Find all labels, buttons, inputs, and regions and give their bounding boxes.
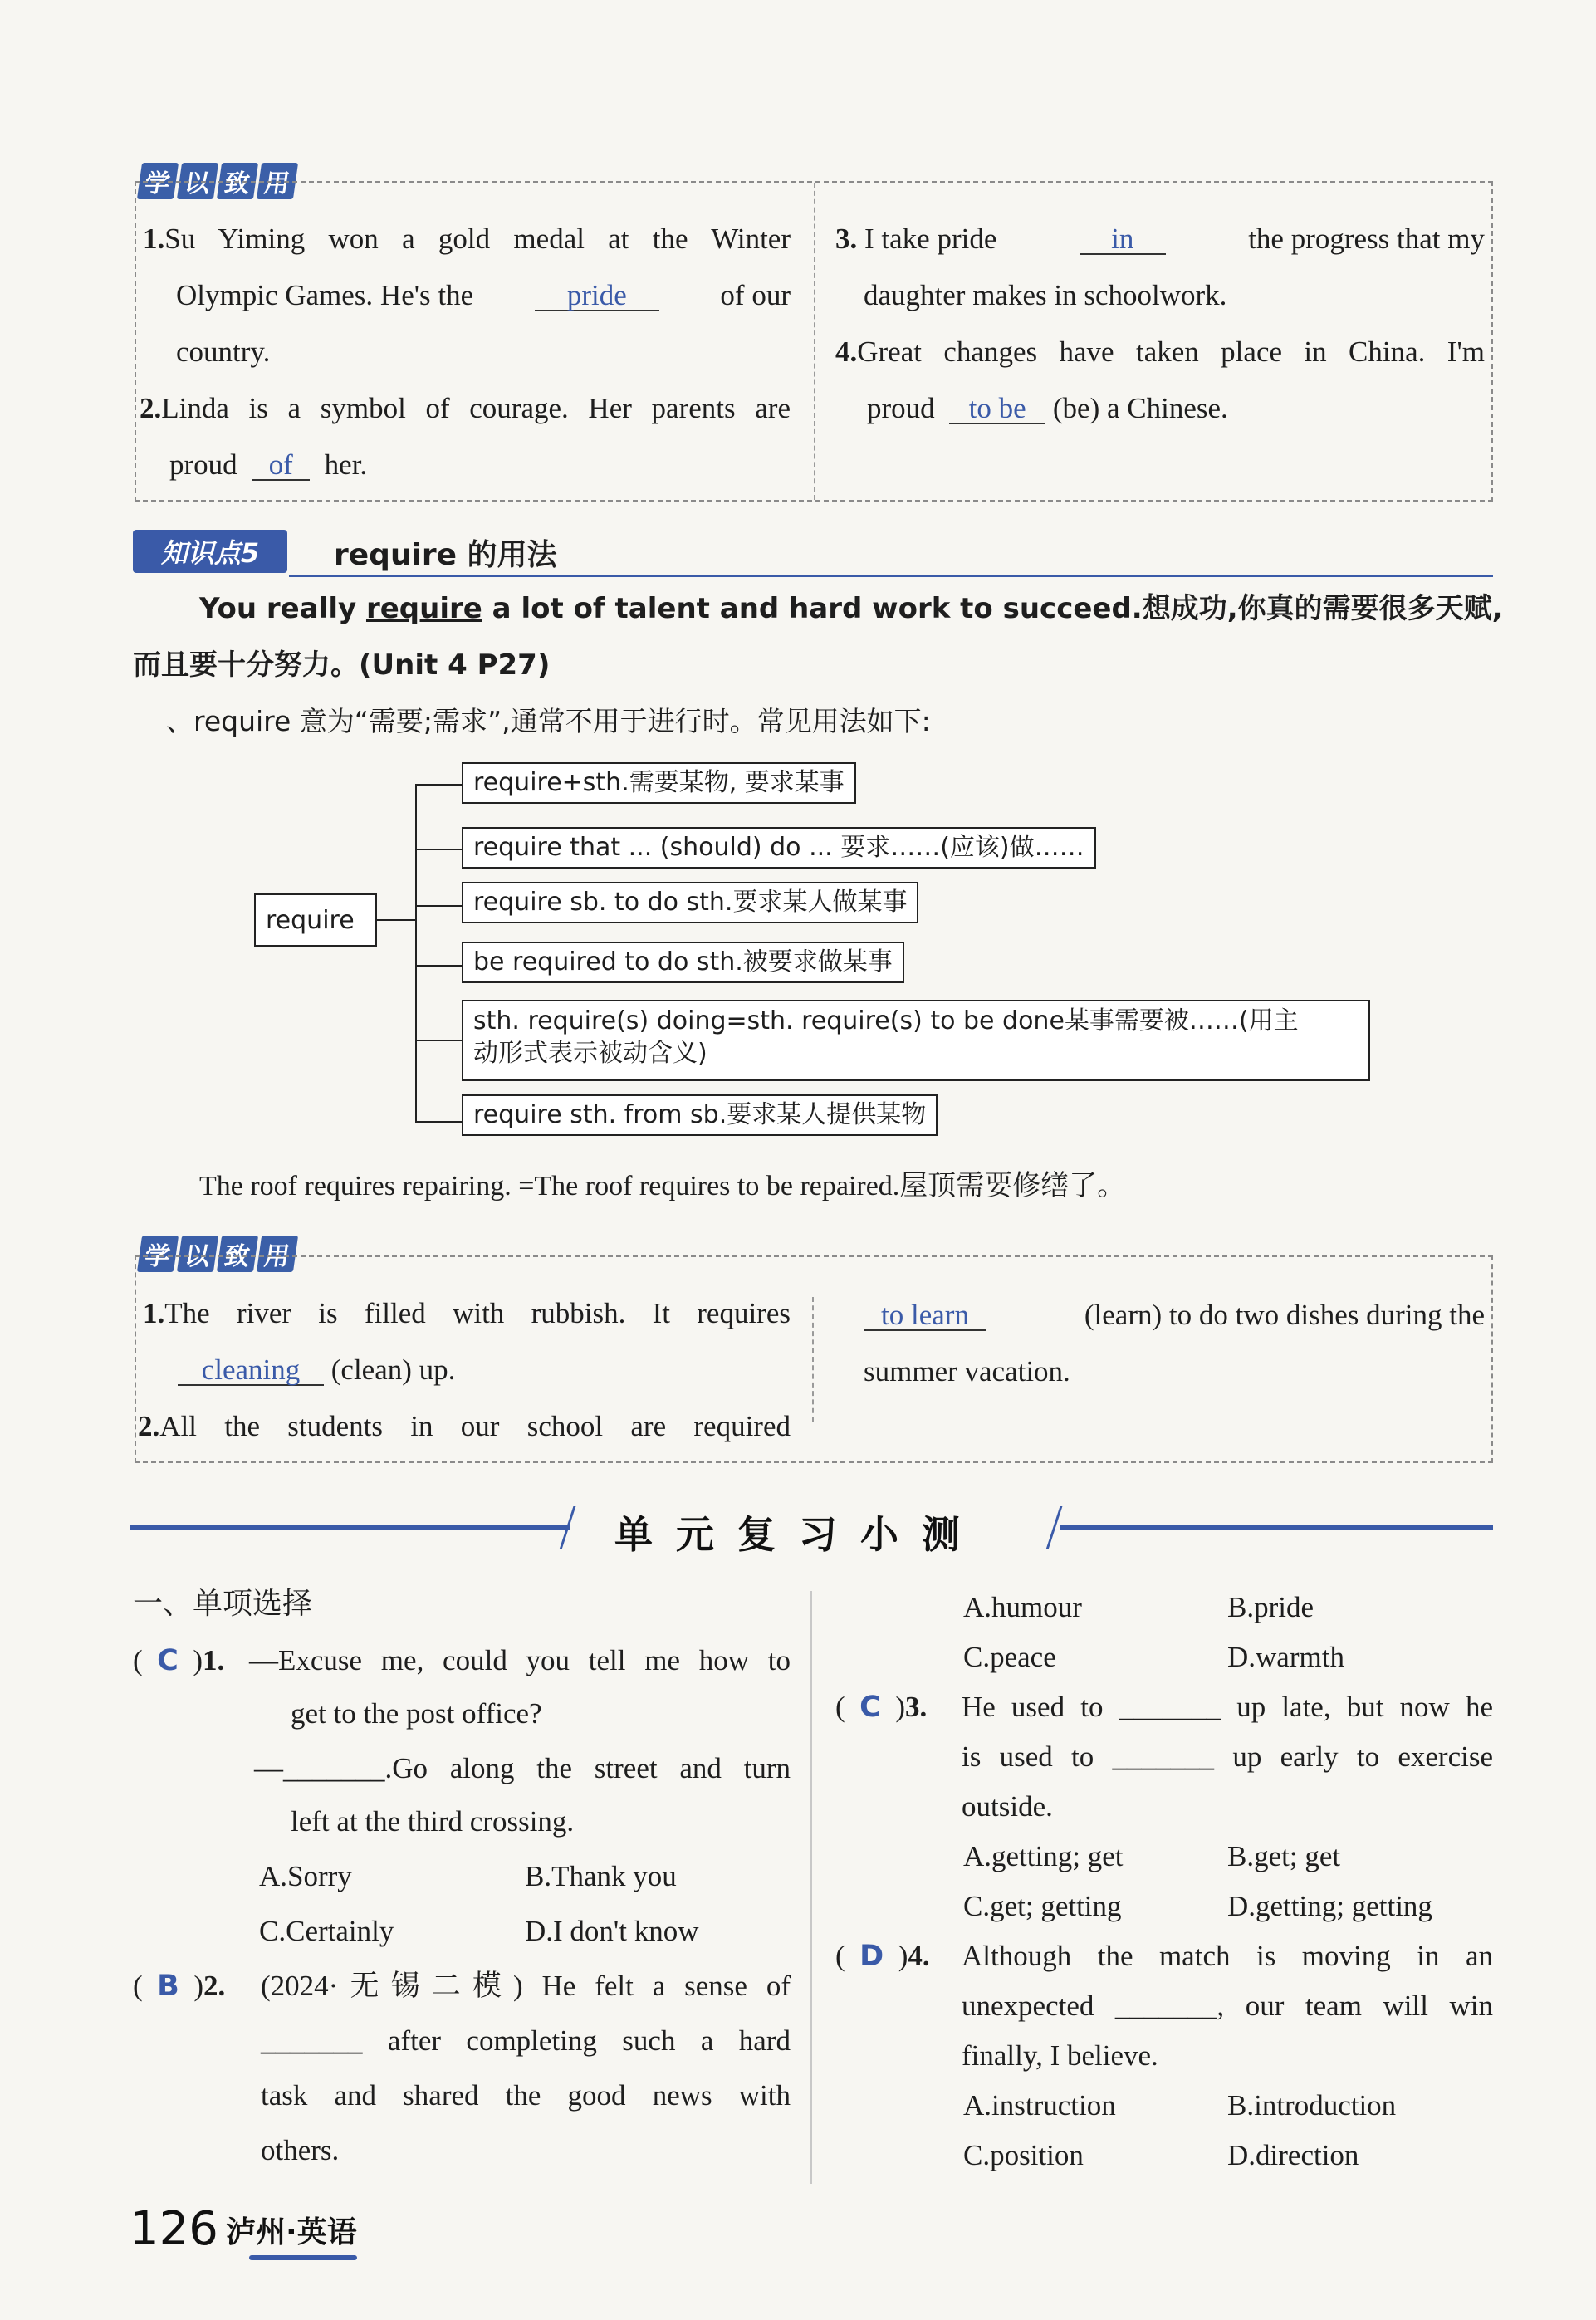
mc-q1-option-d[interactable]: D.I don't know — [525, 1915, 699, 1947]
mc-q4-option-a[interactable]: A.instruction — [963, 2089, 1116, 2122]
exercise1-q3-line2: daughter makes in schoolwork. — [864, 279, 1227, 311]
mc-q3-line2: is used to _______ up early to exercise — [962, 1740, 1493, 1773]
mc-q2-line2: _______ after completing such a hard — [261, 2024, 791, 2057]
mc-q4-line2: unexpected _______, our team will win — [962, 1990, 1493, 2022]
question-number: 4. — [835, 335, 858, 368]
exercise-label-char: 学 — [137, 1236, 179, 1272]
question-number: 1. — [143, 223, 165, 255]
exercise1-q1-line3: country. — [176, 335, 271, 368]
mc-q3-option-c[interactable]: C.get; getting — [963, 1890, 1122, 1922]
answer-blank[interactable]: to learn — [864, 1300, 986, 1331]
diagram-item-3: require sb. to do sth.要求某人做某事 — [462, 882, 918, 923]
mc-q4-line3: finally, I believe. — [962, 2039, 1158, 2072]
mc-q1-line3: —_______.Go along the street and turn — [254, 1752, 791, 1784]
unit-source: (Unit 4 P27) — [359, 649, 551, 682]
diagram-branch — [415, 965, 462, 967]
mc-q4-option-c[interactable]: C.position — [963, 2139, 1084, 2171]
mc-q3-option-a[interactable]: A.getting; get — [963, 1840, 1124, 1872]
exercise1-q3-line1: 3. I take pride in the progress that my — [835, 223, 1485, 255]
mc-q1-line2: get to the post office? — [291, 1697, 542, 1730]
mc-q1-option-b[interactable]: B.Thank you — [525, 1860, 677, 1892]
knowledge-example-line1: You really require a lot of talent and hard work to succeed.想成功,你真的需要很多天赋, — [199, 592, 1503, 625]
knowledge-point-rule — [289, 575, 1493, 577]
mc-q2-option-b[interactable]: B.pride — [1227, 1591, 1314, 1623]
mc-answer: C — [859, 1691, 881, 1724]
exercise2-q1-line2: cleaning (clean) up. — [178, 1355, 455, 1386]
exercise2-q1-line1: 1.The river is filled with rubbish. It requires — [143, 1297, 791, 1329]
banner-line-left — [130, 1525, 570, 1530]
mc-q2-option-c[interactable]: C.peace — [963, 1641, 1056, 1673]
mc-q1-line4: left at the third crossing. — [291, 1805, 575, 1838]
answer-blank[interactable]: in — [1080, 224, 1166, 255]
mc-q3-option-d[interactable]: D.getting; getting — [1227, 1890, 1432, 1922]
mc-q2-line1: (2024·无锡二模) He felt a sense of — [261, 1970, 791, 2002]
exercise-label-char: 致 — [217, 163, 258, 199]
mc-q1-stem: ( C )1. — [133, 1644, 225, 1677]
mc-q1-line1: —Excuse me, could you tell me how to — [249, 1644, 791, 1676]
diagram-branch — [415, 905, 462, 907]
mc-q2-line3: task and shared the good news with — [261, 2079, 791, 2112]
column-divider — [814, 183, 815, 500]
exercise1-q1-line2: Olympic Games. He's the pride of our — [176, 279, 791, 311]
knowledge-point-tag: 知识点5 — [133, 530, 287, 573]
mc-answer: B — [157, 1970, 179, 2003]
answer-blank[interactable]: to be — [949, 394, 1045, 424]
mc-q4-option-d[interactable]: D.direction — [1227, 2139, 1359, 2171]
diagram-item-4: be required to do sth.被要求做某事 — [462, 942, 904, 983]
mc-q4-stem: ( D )4. — [835, 1940, 930, 1973]
diagram-root: require — [254, 893, 377, 947]
diagram-branch — [415, 784, 462, 786]
mc-q2-stem: ( B )2. — [133, 1970, 226, 2003]
exercise2-q2-line2: to learn (learn) to do two dishes during the — [864, 1300, 1485, 1331]
mc-q1-option-c[interactable]: C.Certainly — [259, 1915, 394, 1947]
question-number: 1. — [143, 1297, 165, 1329]
exercise1-q2-line2: proud of her. — [169, 448, 368, 481]
exercise-label-char: 以 — [177, 163, 218, 199]
exercise-label-char: 用 — [257, 1236, 298, 1272]
mc-q2-line4: others. — [261, 2134, 340, 2166]
answer-blank[interactable]: of — [252, 450, 310, 481]
book-title: 泸州·英语 — [226, 2215, 357, 2249]
mc-q3-line1: He used to _______ up late, but now he — [962, 1691, 1493, 1723]
column-divider — [812, 1297, 814, 1422]
question-number: 2. — [138, 1410, 160, 1442]
exercise1-q1-line1: 1.Su Yiming won a gold medal at the Winter — [143, 223, 791, 255]
mc-q2-option-a[interactable]: A.humour — [963, 1591, 1082, 1623]
mc-q1-option-a[interactable]: A.Sorry — [259, 1860, 352, 1892]
exercise-label-char: 以 — [177, 1236, 218, 1272]
diagram-branch — [415, 1121, 462, 1123]
question-number: 3. — [835, 223, 858, 255]
question-number: 2. — [140, 392, 162, 424]
mc-answer: C — [157, 1644, 179, 1677]
diagram-branch — [415, 1040, 462, 1041]
exercise1-q4-line1: 4.Great changes have taken place in China. I'm — [835, 335, 1485, 368]
section-title: 单元复习小测 — [614, 1512, 983, 1557]
mc-q3-stem: ( C )3. — [835, 1691, 928, 1724]
exercise-label-char: 用 — [257, 163, 298, 199]
section-column-divider — [810, 1591, 812, 2184]
keyword-require: require — [365, 592, 482, 625]
diagram-item-6: require sth. from sb.要求某人提供某物 — [462, 1094, 938, 1136]
knowledge-note: 、require 意为“需要;需求”,通常不用于进行时。常见用法如下: — [166, 705, 931, 737]
diagram-connector — [377, 919, 417, 921]
mc-q4-option-b[interactable]: B.introduction — [1227, 2089, 1397, 2122]
exercise-label-char: 学 — [137, 163, 179, 199]
diagram-trunk — [415, 784, 417, 1121]
diagram-item-1: require+sth.需要某物, 要求某事 — [462, 762, 856, 804]
footer-accent — [249, 2255, 357, 2260]
mc-q4-line1: Although the match is moving in an — [962, 1940, 1493, 1972]
example-sentence: The roof requires repairing. =The roof requires to be repaired.屋顶需要修缮了。 — [199, 1171, 1126, 1202]
knowledge-example-line2: 而且要十分努力。(Unit 4 P27) — [133, 649, 551, 682]
exercise-label-char: 致 — [217, 1236, 258, 1272]
exercise1-q2-line1: 2.Linda is a symbol of courage. Her parents are — [140, 392, 791, 424]
mc-q3-option-b[interactable]: B.get; get — [1227, 1840, 1341, 1872]
diagram-branch — [415, 849, 462, 850]
mc-q2-option-d[interactable]: D.warmth — [1227, 1641, 1344, 1673]
exercise1-q4-line2: proud to be (be) a Chinese. — [867, 392, 1228, 424]
section1-heading: 一、单项选择 — [133, 1587, 313, 1621]
exercise2-q2-line1: 2.All the students in our school are required — [138, 1410, 791, 1442]
answer-blank[interactable]: cleaning — [178, 1355, 324, 1386]
knowledge-point-title: require 的用法 — [334, 538, 557, 572]
page-number: 126 — [130, 2202, 218, 2256]
diagram-item-2: require that ... (should) do ... 要求……(应该)做…… — [462, 827, 1096, 869]
mc-answer: D — [859, 1940, 884, 1973]
diagram-item-5: sth. require(s) doing=sth. require(s) to be done某事需要被……(用主 动形式表示被动含义) — [462, 1000, 1370, 1081]
banner-line-right — [1060, 1525, 1493, 1530]
answer-blank[interactable]: pride — [535, 281, 659, 311]
mc-q3-line3: outside. — [962, 1790, 1053, 1823]
exercise2-q2-line3: summer vacation. — [864, 1355, 1070, 1388]
